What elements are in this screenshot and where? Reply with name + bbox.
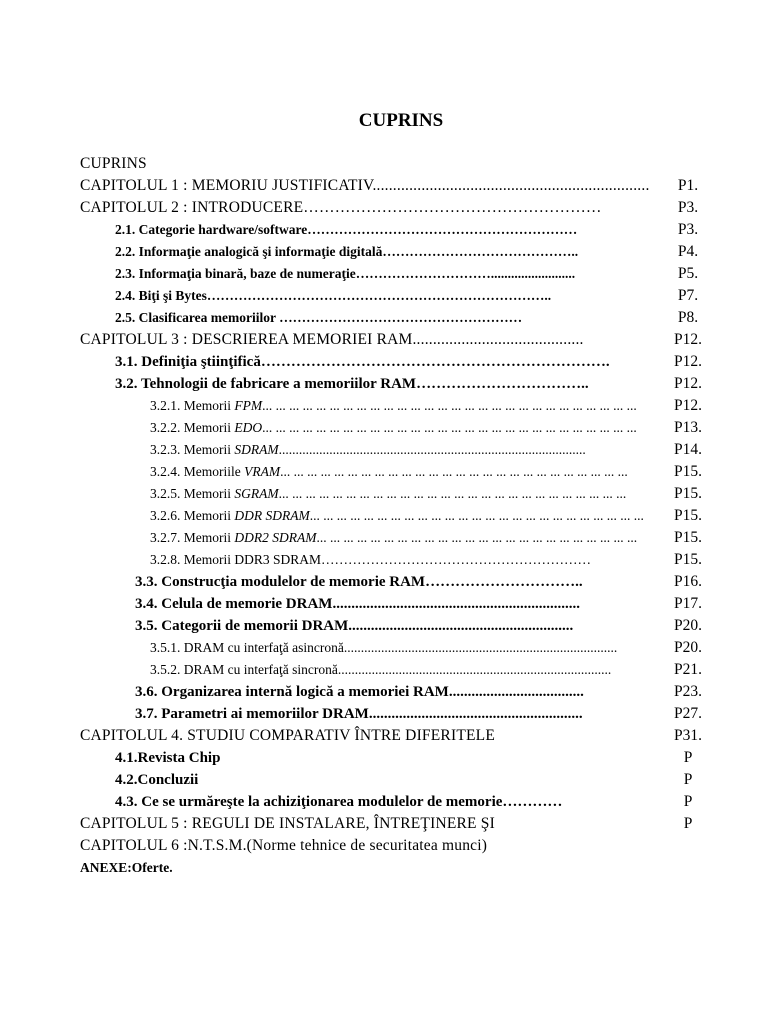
- toc-entry-title: CAPITOLUL 1 : MEMORIU JUSTIFICATIV: [80, 177, 373, 194]
- toc-entry-title: 2.1. Categorie hardware/software: [115, 222, 308, 237]
- toc-entry-leader: ……………………………..: [416, 376, 589, 392]
- toc-entry: [80, 175, 652, 197]
- toc-entry-title: CUPRINS: [80, 155, 147, 172]
- toc-entry-text: [150, 417, 652, 439]
- toc-entry-leader: ... ... ... ... ... ... ... ... ... ... ... ... ... ... ... ... ... ... ... ... ... ... ... ... ... ...: [280, 464, 628, 479]
- toc-entry-text: [80, 813, 652, 835]
- toc-entry-page: P14.: [674, 441, 702, 458]
- toc-entry-leader: ....................................: [448, 684, 584, 700]
- toc-entry: [150, 417, 652, 439]
- toc-entry-title: 4.2.Concluzii: [115, 772, 199, 788]
- toc-entry-text: [80, 329, 652, 351]
- toc-entry: [150, 527, 652, 549]
- toc-entry-title: 3.3. Construcţia modulelor de memorie RAM: [135, 574, 426, 590]
- toc-entry-text: [135, 593, 652, 615]
- toc-entry: [150, 549, 652, 571]
- toc-entry-title: CAPITOLUL 6 :N.T.S.M.(Norme tehnice de securitatea munci): [80, 837, 488, 854]
- toc-entry-page: P5.: [677, 265, 699, 282]
- toc-entry-text: [150, 461, 652, 483]
- toc-entry-page: P: [683, 815, 693, 832]
- toc-entry-page: P12.: [674, 331, 702, 348]
- toc-entry-leader: ………………………………………………: [279, 310, 523, 325]
- toc-entry-title: 4.3. Ce se urmăreşte la achiziţionarea modulelor de memorie: [115, 794, 503, 810]
- toc-entry-text: [115, 241, 652, 263]
- toc-entry-title: 2.4. Biţi şi Bytes: [115, 288, 207, 303]
- toc-entry: [115, 747, 652, 769]
- toc-entry: [115, 219, 652, 241]
- toc-entry-text: [80, 835, 652, 857]
- toc-entry: [80, 725, 652, 747]
- toc-entry: [135, 593, 652, 615]
- toc-entry-page: P20.: [674, 639, 702, 656]
- toc-entry: [150, 439, 652, 461]
- toc-entry-text: [115, 351, 652, 373]
- toc-entry-leader: …………: [502, 794, 563, 810]
- toc-entry-leader: ... ... ... ... ... ... ... ... ... ... ... ... ... ... ... ... ... ... ... ... ... ... ... ...: [316, 530, 638, 545]
- toc-entry-text: [115, 769, 652, 791]
- toc-entry-text: [80, 175, 652, 197]
- toc-entry: [80, 329, 652, 351]
- toc-entry-title: 3.2.1. Memorii FPM: [150, 398, 263, 413]
- toc-entry-text: [115, 747, 652, 769]
- toc-entry-text: [80, 725, 652, 747]
- toc-entry-page: P13.: [674, 419, 702, 436]
- toc-entry-page: P15.: [674, 485, 702, 502]
- toc-entry: [150, 505, 652, 527]
- toc-entry-text: [150, 439, 652, 461]
- toc-entry-page: P27.: [674, 705, 702, 722]
- toc-entry-page: P: [683, 793, 693, 810]
- toc-entry-text: [150, 483, 652, 505]
- toc-entry-text: [80, 197, 652, 219]
- toc-entry-leader: ....................................................................: [372, 177, 650, 194]
- toc-entry: [150, 395, 652, 417]
- toc-entry-title: 2.3. Informaţia binară, baze de numeraţie: [115, 266, 356, 281]
- toc-entry-page: P15.: [674, 507, 702, 524]
- toc-entry-title: 3.2.3. Memorii SDRAM: [150, 442, 279, 457]
- toc-entry: [115, 351, 652, 373]
- toc-entry-title: ANEXE:Oferte.: [80, 860, 173, 875]
- toc-entry-title: 3.2.5. Memorii SGRAM: [150, 486, 279, 501]
- toc-entry-title: 2.2. Informaţie analogică şi informaţie digitală: [115, 244, 383, 259]
- toc-entry-page: P12.: [674, 375, 702, 392]
- toc-entry-page: P4.: [677, 243, 699, 260]
- toc-entry-title: 3.4. Celula de memorie DRAM: [135, 596, 333, 612]
- toc-entry-leader: …………………………………………………………………..: [206, 288, 552, 303]
- toc-entry-page: P3.: [677, 221, 699, 238]
- toc-entry-title: CAPITOLUL 5 : REGULI DE INSTALARE, ÎNTREŢINERE ŞI: [80, 815, 495, 832]
- toc-entry-page: P8.: [677, 309, 699, 326]
- document-title: CUPRINS: [358, 110, 444, 131]
- toc-entry-text: [115, 791, 652, 813]
- toc-entry-leader: …………………………………………………………….: [260, 354, 610, 370]
- toc-entry-leader: ………………………….........................: [355, 266, 576, 281]
- toc-entry-title: 3.2.7. Memorii DDR2 SDRAM: [150, 530, 317, 545]
- toc-entry-leader: ……………………………………..: [382, 244, 579, 259]
- toc-entry: [150, 637, 652, 659]
- toc-entry: [115, 791, 652, 813]
- toc-entry-leader: ……………………………………………………: [307, 222, 578, 237]
- toc-entry-title: 3.7. Parametri ai memoriilor DRAM: [135, 706, 369, 722]
- toc-entry-leader: ... ... ... ... ... ... ... ... ... ... ... ... ... ... ... ... ... ... ... ... ... ... ... ... ... ... ... ...: [262, 398, 637, 413]
- toc-entry-text: [135, 681, 652, 703]
- toc-entry-title: 3.5. Categorii de memorii DRAM: [135, 618, 349, 634]
- toc-entry-title: CAPITOLUL 4. STUDIU COMPARATIV ÎNTRE DIFERITELE: [80, 727, 495, 744]
- toc-entry-leader: .................................................................................: [343, 640, 618, 655]
- toc-entry-title: 3.2. Tehnologii de fabricare a memoriilor RAM: [115, 376, 417, 392]
- toc-entry-text: [150, 395, 652, 417]
- toc-entry: [115, 769, 652, 791]
- toc-entry-title: 3.5.1. DRAM cu interfaţă asincronă: [150, 640, 344, 655]
- toc-entry-title: 3.6. Organizarea internă logică a memoriei RAM: [135, 684, 449, 700]
- toc-entry-title: 3.2.4. Memoriile VRAM: [150, 464, 281, 479]
- toc-entry-leader: ... ... ... ... ... ... ... ... ... ... ... ... ... ... ... ... ... ... ... ... ... ... ... ... ... ... ... ...: [262, 420, 637, 435]
- toc-entry-text: [150, 637, 652, 659]
- toc-entry: [135, 571, 652, 593]
- toc-entry-text: [115, 307, 652, 329]
- toc-entry: [115, 373, 652, 395]
- toc-entry: [80, 813, 652, 835]
- toc-entry-title: 3.5.2. DRAM cu interfaţă sincronă: [150, 662, 338, 677]
- toc-entry-text: [115, 285, 652, 307]
- toc-entry-text: [80, 857, 652, 879]
- toc-entry-page: P12.: [674, 397, 702, 414]
- toc-entry-title: 3.1. Definiţia ştiinţifică: [115, 354, 261, 370]
- toc-entry-leader: ............................................................: [348, 618, 574, 634]
- toc-entry: [115, 263, 652, 285]
- toc-entry-title: 3.2.8. Memorii DDR3 SDRAM: [150, 552, 322, 567]
- toc-entry-title: 3.2.2. Memorii EDO: [150, 420, 263, 435]
- toc-entry: [135, 681, 652, 703]
- toc-entry-leader: ..........................................: [412, 331, 584, 348]
- toc-entry-text: [150, 505, 652, 527]
- toc-entry-page: P23.: [674, 683, 702, 700]
- toc-entry: [80, 197, 652, 219]
- toc-entry-text: [80, 153, 652, 175]
- toc-entry-leader: .................................................................................: [337, 662, 612, 677]
- toc-entry-page: P15.: [674, 463, 702, 480]
- toc-entry-title: CAPITOLUL 2 : INTRODUCERE: [80, 199, 304, 216]
- toc-entry-page: P20.: [674, 617, 702, 634]
- toc-entry-page: P3.: [677, 199, 699, 216]
- toc-entry-leader: .........................................................: [368, 706, 583, 722]
- toc-entry-leader: ...........................................................................................: [278, 442, 586, 457]
- toc-entry-page: P: [683, 749, 693, 766]
- toc-entry: [150, 483, 652, 505]
- toc-entry-text: [135, 703, 652, 725]
- toc-entry-leader: …………………………………………………: [303, 199, 602, 216]
- toc-entry: [115, 241, 652, 263]
- toc-entry-page: P: [683, 771, 693, 788]
- toc-entry-title: CAPITOLUL 3 : DESCRIEREA MEMORIEI RAM: [80, 331, 413, 348]
- toc-entry-title: 4.1.Revista Chip: [115, 750, 221, 766]
- toc-entry-leader: ..................................................................: [332, 596, 580, 612]
- toc-entry-page: P12.: [674, 353, 702, 370]
- toc-entry-page: P21.: [674, 661, 702, 678]
- toc-entry-page: P7.: [677, 287, 699, 304]
- toc-entry-text: [150, 527, 652, 549]
- toc-entry-page: P31.: [674, 727, 702, 744]
- toc-entry-leader: ……………………………………………………: [321, 552, 592, 567]
- toc-entry-page: P16.: [674, 573, 702, 590]
- toc-entry: [150, 461, 652, 483]
- toc-entry: [115, 285, 652, 307]
- toc-entry: [115, 307, 652, 329]
- toc-entry-title: 3.2.6. Memorii DDR SDRAM: [150, 508, 310, 523]
- toc-entry: [135, 615, 652, 637]
- toc-entry-text: [150, 659, 652, 681]
- toc-entry-leader: ... ... ... ... ... ... ... ... ... ... ... ... ... ... ... ... ... ... ... ... ... ... ... ... ... ...: [278, 486, 627, 501]
- toc-entry-text: [115, 373, 652, 395]
- toc-entry-title: 2.5. Clasificarea memoriilor: [115, 310, 280, 325]
- toc-entry: [80, 835, 652, 857]
- toc-entry-page: P15.: [674, 551, 702, 568]
- toc-entry: [135, 703, 652, 725]
- toc-entry: [80, 153, 652, 175]
- toc-entry-text: [115, 263, 652, 285]
- toc-entry-text: [150, 549, 652, 571]
- toc-entry: [80, 857, 652, 879]
- toc-entry-text: [135, 571, 652, 593]
- toc-entry-text: [115, 219, 652, 241]
- toc-entry-page: P1.: [677, 177, 699, 194]
- toc-entry-leader: ... ... ... ... ... ... ... ... ... ... ... ... ... ... ... ... ... ... ... ... ... ... ... ... ...: [309, 508, 644, 523]
- toc-entry-text: [135, 615, 652, 637]
- toc-entry-page: P15.: [674, 529, 702, 546]
- toc-entry-leader: …………………………..: [425, 574, 583, 590]
- toc-entry: [150, 659, 652, 681]
- toc-entry-page: P17.: [674, 595, 702, 612]
